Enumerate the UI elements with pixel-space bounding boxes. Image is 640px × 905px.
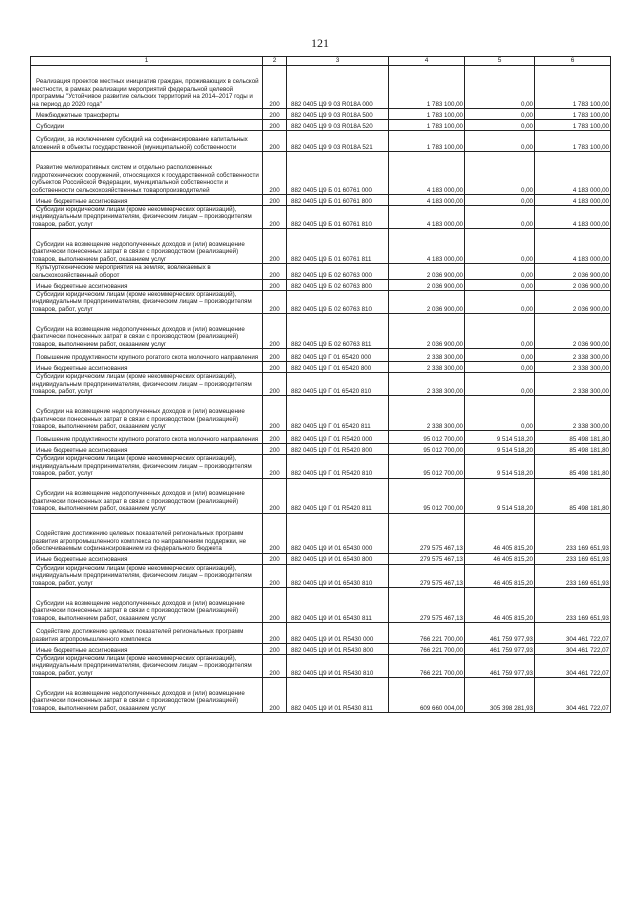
table-row bbox=[31, 513, 611, 553]
row-name bbox=[31, 587, 263, 622]
row-admin-code: 200 bbox=[263, 131, 287, 152]
row-name bbox=[31, 396, 263, 431]
row-name-text: Субсидии, за исключением субсидий на софинансирование капитальных вложений в объекты государственной (муниципальной) собственности bbox=[32, 136, 248, 151]
row-executed-amount: 305 398 281,93 bbox=[465, 678, 535, 713]
row-planned-amount: 1 783 100,00 bbox=[389, 109, 465, 120]
row-budget-code: 882 0405 Ц9 Б 01 60761 800 bbox=[287, 195, 389, 206]
row-admin-code: 200 bbox=[263, 396, 287, 431]
row-remaining-amount: 4 183 000,00 bbox=[535, 206, 611, 229]
row-executed-amount: 461 759 977,93 bbox=[465, 654, 535, 677]
row-name-text: Иные бюджетные ассигнования bbox=[36, 556, 128, 564]
row-name bbox=[31, 131, 263, 152]
row-executed-amount: 46 405 815,20 bbox=[465, 587, 535, 622]
row-planned-amount: 609 660 004,00 bbox=[389, 678, 465, 713]
row-name-text: Иные бюджетные ассигнования bbox=[36, 197, 128, 205]
row-executed-amount: 0,00 bbox=[465, 206, 535, 229]
table-row bbox=[31, 195, 611, 206]
row-name-text: Иные бюджетные ассигнования bbox=[36, 364, 128, 372]
table-row bbox=[31, 229, 611, 264]
row-remaining-amount: 304 461 722,07 bbox=[535, 622, 611, 643]
row-budget-code: 882 0405 Ц9 Б 01 60761 811 bbox=[287, 229, 389, 264]
row-admin-code: 200 bbox=[263, 280, 287, 291]
row-admin-code: 200 bbox=[263, 314, 287, 349]
table-row bbox=[31, 678, 611, 713]
row-name-text: Иные бюджетные ассигнования bbox=[36, 447, 128, 455]
row-name bbox=[31, 109, 263, 120]
row-planned-amount: 2 338 300,00 bbox=[389, 349, 465, 362]
row-executed-amount: 0,00 bbox=[465, 66, 535, 109]
row-planned-amount: 2 036 900,00 bbox=[389, 314, 465, 349]
row-name-text: Реализация проектов местных инициатив граждан, проживающих в сельской местности, в рамках реализации мероприятий федеральной целевой программы "Устойчивое развитие сельских территорий на 2014–2017 годы и на период до 2020 года" bbox=[32, 78, 259, 108]
row-budget-code: 882 0405 Ц9 Б 02 60763 000 bbox=[287, 264, 389, 280]
row-executed-amount: 46 405 815,20 bbox=[465, 553, 535, 564]
row-budget-code: 882 0405 Ц9 Б 01 60761 810 bbox=[287, 206, 389, 229]
row-name-text: Иные бюджетные ассигнования bbox=[36, 646, 128, 654]
row-planned-amount: 766 221 700,00 bbox=[389, 643, 465, 654]
row-executed-amount: 0,00 bbox=[465, 131, 535, 152]
row-admin-code: 200 bbox=[263, 66, 287, 109]
row-name bbox=[31, 349, 263, 362]
table-row bbox=[31, 314, 611, 349]
row-name bbox=[31, 195, 263, 206]
row-name bbox=[31, 643, 263, 654]
row-budget-code: 882 0405 Ц9 Г 01 65420 800 bbox=[287, 362, 389, 373]
row-admin-code: 200 bbox=[263, 587, 287, 622]
row-name bbox=[31, 431, 263, 444]
column-header: 6 bbox=[535, 57, 611, 66]
row-name bbox=[31, 444, 263, 455]
row-budget-code: 882 0405 Ц9 Г 01 R5420 800 bbox=[287, 444, 389, 455]
row-budget-code: 882 0405 Ц9 Г 01 R5420 811 bbox=[287, 478, 389, 513]
row-admin-code: 200 bbox=[263, 195, 287, 206]
row-remaining-amount: 85 498 181,80 bbox=[535, 444, 611, 455]
table-row bbox=[31, 564, 611, 587]
row-executed-amount: 461 759 977,93 bbox=[465, 622, 535, 643]
row-name-text: Субсидии на возмещение недополученных доходов и (или) возмещение фактически понесенных затрат в связи с производством (реализацией) товаров, выполнением работ, оказанием услуг bbox=[32, 599, 245, 622]
row-name bbox=[31, 66, 263, 109]
row-admin-code: 200 bbox=[263, 444, 287, 455]
column-header: 2 bbox=[263, 57, 287, 66]
table-row bbox=[31, 349, 611, 362]
row-name bbox=[31, 314, 263, 349]
row-name bbox=[31, 280, 263, 291]
row-planned-amount: 2 036 900,00 bbox=[389, 264, 465, 280]
row-name bbox=[31, 678, 263, 713]
row-executed-amount: 0,00 bbox=[465, 314, 535, 349]
row-budget-code: 882 0405 Ц9 9 03 R018A 500 bbox=[287, 109, 389, 120]
row-remaining-amount: 4 183 000,00 bbox=[535, 229, 611, 264]
row-executed-amount: 46 405 815,20 bbox=[465, 513, 535, 553]
row-planned-amount: 279 575 467,13 bbox=[389, 587, 465, 622]
row-name bbox=[31, 120, 263, 131]
row-remaining-amount: 1 783 100,00 bbox=[535, 109, 611, 120]
row-budget-code: 882 0405 Ц9 Г 01 R5420 810 bbox=[287, 455, 389, 478]
row-name-text: Иные бюджетные ассигнования bbox=[36, 282, 128, 290]
table-row bbox=[31, 553, 611, 564]
row-admin-code: 200 bbox=[263, 678, 287, 713]
row-executed-amount: 461 759 977,93 bbox=[465, 643, 535, 654]
row-planned-amount: 95 012 700,00 bbox=[389, 455, 465, 478]
row-admin-code: 200 bbox=[263, 643, 287, 654]
row-name-text: Содействие достижению целевых показателей региональных программ развития агропромышленного комплекса bbox=[32, 628, 244, 643]
row-executed-amount: 9 514 518,20 bbox=[465, 444, 535, 455]
row-admin-code: 200 bbox=[263, 120, 287, 131]
row-planned-amount: 279 575 467,13 bbox=[389, 564, 465, 587]
row-remaining-amount: 1 783 100,00 bbox=[535, 131, 611, 152]
row-planned-amount: 2 036 900,00 bbox=[389, 280, 465, 291]
row-remaining-amount: 2 036 900,00 bbox=[535, 291, 611, 314]
row-remaining-amount: 85 498 181,80 bbox=[535, 431, 611, 444]
row-name-text: Субсидии юридическим лицам (кроме некоммерческих организаций), индивидуальным предпринимателям, физическим лицам – производителям товаров, работ, услуг bbox=[32, 654, 252, 677]
row-budget-code: 882 0405 Ц9 И 01 65430 000 bbox=[287, 513, 389, 553]
row-executed-amount: 0,00 bbox=[465, 373, 535, 396]
table-header-row bbox=[31, 57, 611, 66]
row-executed-amount: 0,00 bbox=[465, 195, 535, 206]
row-remaining-amount: 304 461 722,07 bbox=[535, 654, 611, 677]
row-admin-code: 200 bbox=[263, 291, 287, 314]
row-executed-amount: 0,00 bbox=[465, 109, 535, 120]
row-budget-code: 882 0405 Ц9 Б 02 60763 811 bbox=[287, 314, 389, 349]
row-remaining-amount: 233 169 651,93 bbox=[535, 553, 611, 564]
row-planned-amount: 4 183 000,00 bbox=[389, 195, 465, 206]
row-remaining-amount: 85 498 181,80 bbox=[535, 478, 611, 513]
row-name bbox=[31, 291, 263, 314]
row-name-text: Субсидии на возмещение недополученных доходов и (или) возмещение фактически понесенных затрат в связи с производством (реализацией) товаров, выполнением работ, оказанием услуг bbox=[32, 241, 245, 263]
row-executed-amount: 0,00 bbox=[465, 349, 535, 362]
table-row bbox=[31, 280, 611, 291]
row-name-text: Субсидии на возмещение недополученных доходов и (или) возмещение фактически понесенных затрат в связи с производством (реализацией) товаров, выполнением работ, оказанием услуг bbox=[32, 689, 245, 712]
table-row bbox=[31, 587, 611, 622]
row-planned-amount: 2 036 900,00 bbox=[389, 291, 465, 314]
row-remaining-amount: 4 183 000,00 bbox=[535, 152, 611, 195]
row-name bbox=[31, 152, 263, 195]
row-budget-code: 882 0405 Ц9 9 03 R018A 520 bbox=[287, 120, 389, 131]
row-executed-amount: 9 514 518,20 bbox=[465, 431, 535, 444]
table-row bbox=[31, 373, 611, 396]
row-executed-amount: 0,00 bbox=[465, 291, 535, 314]
column-header: 4 bbox=[389, 57, 465, 66]
page-number: 121 bbox=[311, 36, 329, 50]
row-planned-amount: 1 783 100,00 bbox=[389, 120, 465, 131]
row-name bbox=[31, 264, 263, 280]
row-admin-code: 200 bbox=[263, 349, 287, 362]
column-header: 1 bbox=[31, 57, 263, 66]
row-remaining-amount: 4 183 000,00 bbox=[535, 195, 611, 206]
row-remaining-amount: 1 783 100,00 bbox=[535, 120, 611, 131]
table-row bbox=[31, 206, 611, 229]
row-budget-code: 882 0405 Ц9 Б 02 60763 800 bbox=[287, 280, 389, 291]
row-name bbox=[31, 229, 263, 264]
row-planned-amount: 766 221 700,00 bbox=[389, 622, 465, 643]
row-admin-code: 200 bbox=[263, 206, 287, 229]
row-planned-amount: 1 783 100,00 bbox=[389, 131, 465, 152]
row-name-text: Повышение продуктивности крупного рогатого скота молочного направления bbox=[36, 353, 259, 361]
row-budget-code: 882 0405 Ц9 И 01 R5430 810 bbox=[287, 654, 389, 677]
row-remaining-amount: 2 338 300,00 bbox=[535, 349, 611, 362]
table-row bbox=[31, 362, 611, 373]
row-name bbox=[31, 373, 263, 396]
row-name-text: Субсидии юридическим лицам (кроме некоммерческих организаций), индивидуальным предпринимателям, физическим лицам – производителям товаров, работ, услуг bbox=[32, 291, 252, 313]
row-name bbox=[31, 654, 263, 677]
table-row bbox=[31, 643, 611, 654]
row-planned-amount: 95 012 700,00 bbox=[389, 431, 465, 444]
row-planned-amount: 4 183 000,00 bbox=[389, 229, 465, 264]
row-name-text: Культуртехнические мероприятия на землях, вовлекаемых в сельскохозяйственный оборот bbox=[32, 264, 211, 279]
table-row bbox=[31, 431, 611, 444]
row-name-text: Субсидии юридическим лицам (кроме некоммерческих организаций), индивидуальным предпринимателям, физическим лицам – производителям товаров, работ, услуг bbox=[32, 455, 252, 478]
row-planned-amount: 2 338 300,00 bbox=[389, 373, 465, 396]
table-row bbox=[31, 444, 611, 455]
row-name bbox=[31, 513, 263, 553]
row-budget-code: 882 0405 Ц9 Г 01 R5420 000 bbox=[287, 431, 389, 444]
row-remaining-amount: 2 036 900,00 bbox=[535, 280, 611, 291]
row-admin-code: 200 bbox=[263, 373, 287, 396]
row-planned-amount: 4 183 000,00 bbox=[389, 152, 465, 195]
row-executed-amount: 9 514 518,20 bbox=[465, 478, 535, 513]
row-budget-code: 882 0405 Ц9 И 01 R5430 000 bbox=[287, 622, 389, 643]
row-budget-code: 882 0405 Ц9 9 03 R018A 000 bbox=[287, 66, 389, 109]
row-name bbox=[31, 206, 263, 229]
table-row bbox=[31, 264, 611, 280]
row-budget-code: 882 0405 Ц9 И 01 R5430 800 bbox=[287, 643, 389, 654]
row-admin-code: 200 bbox=[263, 431, 287, 444]
row-name bbox=[31, 564, 263, 587]
row-name-text: Субсидии юридическим лицам (кроме некоммерческих организаций), индивидуальным предпринимателям, физическим лицам – производителям товаров, работ, услуг bbox=[32, 564, 252, 587]
row-remaining-amount: 304 461 722,07 bbox=[535, 643, 611, 654]
row-planned-amount: 1 783 100,00 bbox=[389, 66, 465, 109]
row-name-text: Повышение продуктивности крупного рогатого скота молочного направления bbox=[36, 436, 259, 444]
row-remaining-amount: 85 498 181,80 bbox=[535, 455, 611, 478]
budget-table bbox=[30, 56, 611, 713]
row-name-text: Развитие мелиоративных систем и отдельно расположенных гидротехнических сооружений, относящихся к государственной собственности субъектов Российской Федерации, муниципальной собственности и собственности сельскохозяйственных товаропроизводителей bbox=[32, 164, 259, 194]
row-admin-code: 200 bbox=[263, 229, 287, 264]
row-remaining-amount: 304 461 722,07 bbox=[535, 678, 611, 713]
row-executed-amount: 0,00 bbox=[465, 264, 535, 280]
column-header: 5 bbox=[465, 57, 535, 66]
table-row bbox=[31, 478, 611, 513]
row-name bbox=[31, 455, 263, 478]
row-name bbox=[31, 553, 263, 564]
row-planned-amount: 766 221 700,00 bbox=[389, 654, 465, 677]
table-row bbox=[31, 396, 611, 431]
table-row bbox=[31, 131, 611, 152]
row-budget-code: 882 0405 Ц9 И 01 65430 810 bbox=[287, 564, 389, 587]
table-row bbox=[31, 455, 611, 478]
row-name-text: Субсидии юридическим лицам (кроме некоммерческих организаций), индивидуальным предпринимателям, физическим лицам – производителям товаров, работ, услуг bbox=[32, 373, 252, 396]
table-row bbox=[31, 120, 611, 131]
row-executed-amount: 46 405 815,20 bbox=[465, 564, 535, 587]
table-row bbox=[31, 66, 611, 109]
table-row bbox=[31, 291, 611, 314]
row-budget-code: 882 0405 Ц9 Г 01 65420 000 bbox=[287, 349, 389, 362]
row-name bbox=[31, 362, 263, 373]
row-admin-code: 200 bbox=[263, 513, 287, 553]
row-remaining-amount: 233 169 651,93 bbox=[535, 564, 611, 587]
row-admin-code: 200 bbox=[263, 152, 287, 195]
row-executed-amount: 0,00 bbox=[465, 280, 535, 291]
row-executed-amount: 0,00 bbox=[465, 229, 535, 264]
row-executed-amount: 0,00 bbox=[465, 120, 535, 131]
row-admin-code: 200 bbox=[263, 654, 287, 677]
row-planned-amount: 2 338 300,00 bbox=[389, 396, 465, 431]
row-name-text: Субсидии bbox=[36, 122, 65, 130]
row-budget-code: 882 0405 Ц9 9 03 R018A 521 bbox=[287, 131, 389, 152]
row-budget-code: 882 0405 Ц9 Б 02 60763 810 bbox=[287, 291, 389, 314]
row-planned-amount: 279 575 467,13 bbox=[389, 553, 465, 564]
row-remaining-amount: 233 169 651,93 bbox=[535, 587, 611, 622]
row-admin-code: 200 bbox=[263, 564, 287, 587]
row-remaining-amount: 2 036 900,00 bbox=[535, 264, 611, 280]
row-admin-code: 200 bbox=[263, 455, 287, 478]
table-row bbox=[31, 109, 611, 120]
row-remaining-amount: 2 338 300,00 bbox=[535, 373, 611, 396]
row-budget-code: 882 0405 Ц9 И 01 65430 800 bbox=[287, 553, 389, 564]
row-executed-amount: 0,00 bbox=[465, 396, 535, 431]
row-planned-amount: 279 575 467,13 bbox=[389, 513, 465, 553]
row-admin-code: 200 bbox=[263, 362, 287, 373]
row-name bbox=[31, 622, 263, 643]
row-name-text: Субсидии на возмещение недополученных доходов и (или) возмещение фактически понесенных затрат в связи с производством (реализацией) товаров, выполнением работ, оказанием услуг bbox=[32, 326, 245, 348]
row-remaining-amount: 233 169 651,93 bbox=[535, 513, 611, 553]
row-admin-code: 200 bbox=[263, 109, 287, 120]
row-budget-code: 882 0405 Ц9 Б 01 60761 000 bbox=[287, 152, 389, 195]
table-row bbox=[31, 622, 611, 643]
row-name-text: Межбюджетные трансферты bbox=[36, 111, 120, 119]
row-name-text: Субсидии на возмещение недополученных доходов и (или) возмещение фактически понесенных затрат в связи с производством (реализацией) товаров, выполнением работ, оказанием услуг bbox=[32, 490, 245, 513]
row-executed-amount: 0,00 bbox=[465, 152, 535, 195]
row-planned-amount: 95 012 700,00 bbox=[389, 444, 465, 455]
column-header: 3 bbox=[287, 57, 389, 66]
row-executed-amount: 0,00 bbox=[465, 362, 535, 373]
row-planned-amount: 4 183 000,00 bbox=[389, 206, 465, 229]
row-name bbox=[31, 478, 263, 513]
row-executed-amount: 9 514 518,20 bbox=[465, 455, 535, 478]
row-budget-code: 882 0405 Ц9 И 01 65430 811 bbox=[287, 587, 389, 622]
row-planned-amount: 95 012 700,00 bbox=[389, 478, 465, 513]
row-admin-code: 200 bbox=[263, 478, 287, 513]
table-row bbox=[31, 152, 611, 195]
row-name-text: Содействие достижению целевых показателей региональных программ развития агропромышленного комплекса по направлениям поддержки, не обеспечиваемым софинансированием из федерального бюджета bbox=[32, 530, 247, 553]
row-name-text: Субсидии юридическим лицам (кроме некоммерческих организаций), индивидуальным предпринимателям, физическим лицам – производителям товаров, работ, услуг bbox=[32, 206, 252, 228]
row-admin-code: 200 bbox=[263, 622, 287, 643]
row-admin-code: 200 bbox=[263, 264, 287, 280]
row-budget-code: 882 0405 Ц9 И 01 R5430 811 bbox=[287, 678, 389, 713]
row-name-text: Субсидии на возмещение недополученных доходов и (или) возмещение фактически понесенных затрат в связи с производством (реализацией) товаров, выполнением работ, оказанием услуг bbox=[32, 408, 245, 431]
row-planned-amount: 2 338 300,00 bbox=[389, 362, 465, 373]
row-remaining-amount: 1 783 100,00 bbox=[535, 66, 611, 109]
row-remaining-amount: 2 338 300,00 bbox=[535, 396, 611, 431]
row-admin-code: 200 bbox=[263, 553, 287, 564]
row-remaining-amount: 2 338 300,00 bbox=[535, 362, 611, 373]
table-row bbox=[31, 654, 611, 677]
row-budget-code: 882 0405 Ц9 Г 01 65420 810 bbox=[287, 373, 389, 396]
row-budget-code: 882 0405 Ц9 Г 01 65420 811 bbox=[287, 396, 389, 431]
row-remaining-amount: 2 036 900,00 bbox=[535, 314, 611, 349]
